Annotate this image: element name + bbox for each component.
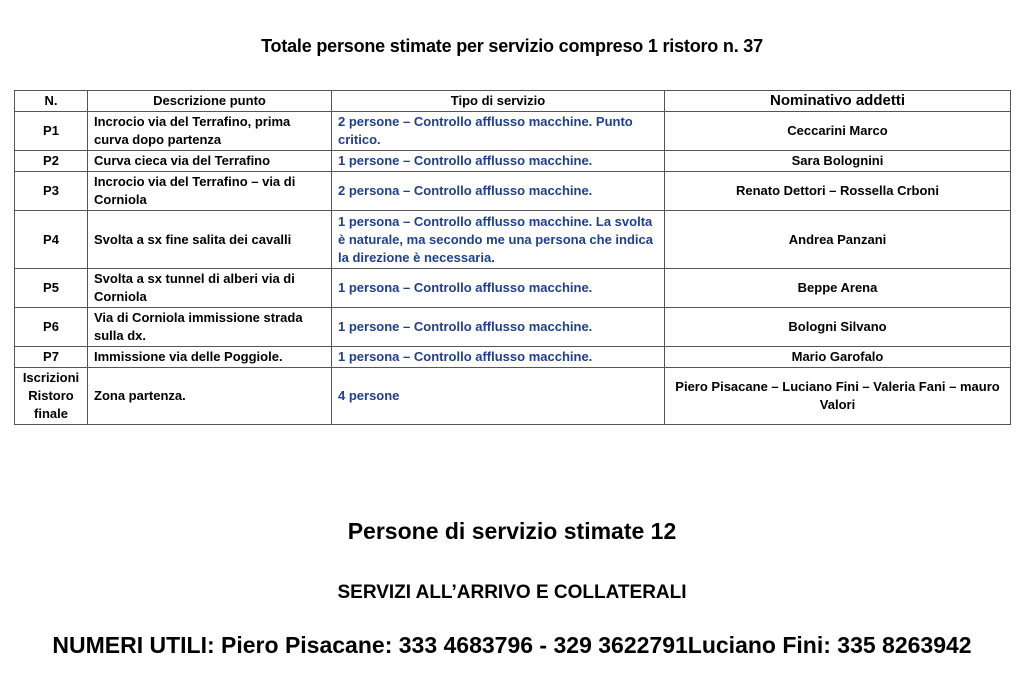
row-service-type: 2 persone – Controllo afflusso macchine. Punto critico. [332, 112, 665, 151]
row-num: P2 [15, 151, 88, 172]
table-row [15, 368, 1011, 425]
row-num: P4 [15, 211, 88, 269]
table-row [15, 347, 1011, 368]
row-num: P3 [15, 172, 88, 211]
row-description: Zona partenza. [88, 368, 332, 425]
row-staff: Beppe Arena [665, 269, 1011, 308]
header-service-type: Tipo di servizio [332, 91, 665, 112]
row-staff: Andrea Panzani [665, 211, 1011, 269]
header-staff: Nominativo addetti [665, 91, 1011, 112]
row-service-type: 1 persona – Controllo afflusso macchine. La svolta è naturale, ma secondo me una persona che indica la direzione è necessaria. [332, 211, 665, 269]
row-staff: Ceccarini Marco [665, 112, 1011, 151]
row-service-type: 1 persona – Controllo afflusso macchine. [332, 347, 665, 368]
table-row [15, 308, 1011, 347]
row-service-type: 2 persona – Controllo afflusso macchine. [332, 172, 665, 211]
table-header-row [15, 91, 1011, 112]
table-row [15, 211, 1011, 269]
table-row [15, 151, 1011, 172]
row-description: Incrocio via del Terrafino – via di Corniola [88, 172, 332, 211]
row-description: Svolta a sx fine salita dei cavalli [88, 211, 332, 269]
row-service-type: 4 persone [332, 368, 665, 425]
row-description: Curva cieca via del Terrafino [88, 151, 332, 172]
row-staff: Mario Garofalo [665, 347, 1011, 368]
row-num: P6 [15, 308, 88, 347]
row-service-type: 1 persona – Controllo afflusso macchine. [332, 269, 665, 308]
services-table [14, 90, 1011, 425]
table-row [15, 172, 1011, 211]
section-heading: SERVIZI ALL’ARRIVO E COLLATERALI [337, 582, 687, 603]
row-staff: Bologni Silvano [665, 308, 1011, 347]
row-num: P7 [15, 347, 88, 368]
row-num: P1 [15, 112, 88, 151]
row-staff: Sara Bolognini [665, 151, 1011, 172]
table-row [15, 269, 1011, 308]
row-description: Immissione via delle Poggiole. [88, 347, 332, 368]
row-num: Iscrizioni Ristoro finale [15, 368, 88, 425]
useful-numbers: NUMERI UTILI: Piero Pisacane: 333 4683796 - 329 3622791Luciano Fini: 335 8263942 [52, 632, 972, 658]
estimated-staff-total: Persone di servizio stimate 12 [347, 518, 677, 544]
row-staff: Piero Pisacane – Luciano Fini – Valeria Fani – mauro Valori [665, 368, 1011, 425]
document-title: Totale persone stimate per servizio compreso 1 ristoro n. 37 [261, 36, 763, 56]
row-service-type: 1 persone – Controllo afflusso macchine. [332, 308, 665, 347]
row-staff: Renato Dettori – Rossella Crboni [665, 172, 1011, 211]
header-description: Descrizione punto [88, 91, 332, 112]
header-num: N. [15, 91, 88, 112]
row-num: P5 [15, 269, 88, 308]
row-description: Via di Corniola immissione strada sulla dx. [88, 308, 332, 347]
row-description: Incrocio via del Terrafino, prima curva dopo partenza [88, 112, 332, 151]
row-description: Svolta a sx tunnel di alberi via di Corniola [88, 269, 332, 308]
table-row [15, 112, 1011, 151]
row-service-type: 1 persone – Controllo afflusso macchine. [332, 151, 665, 172]
